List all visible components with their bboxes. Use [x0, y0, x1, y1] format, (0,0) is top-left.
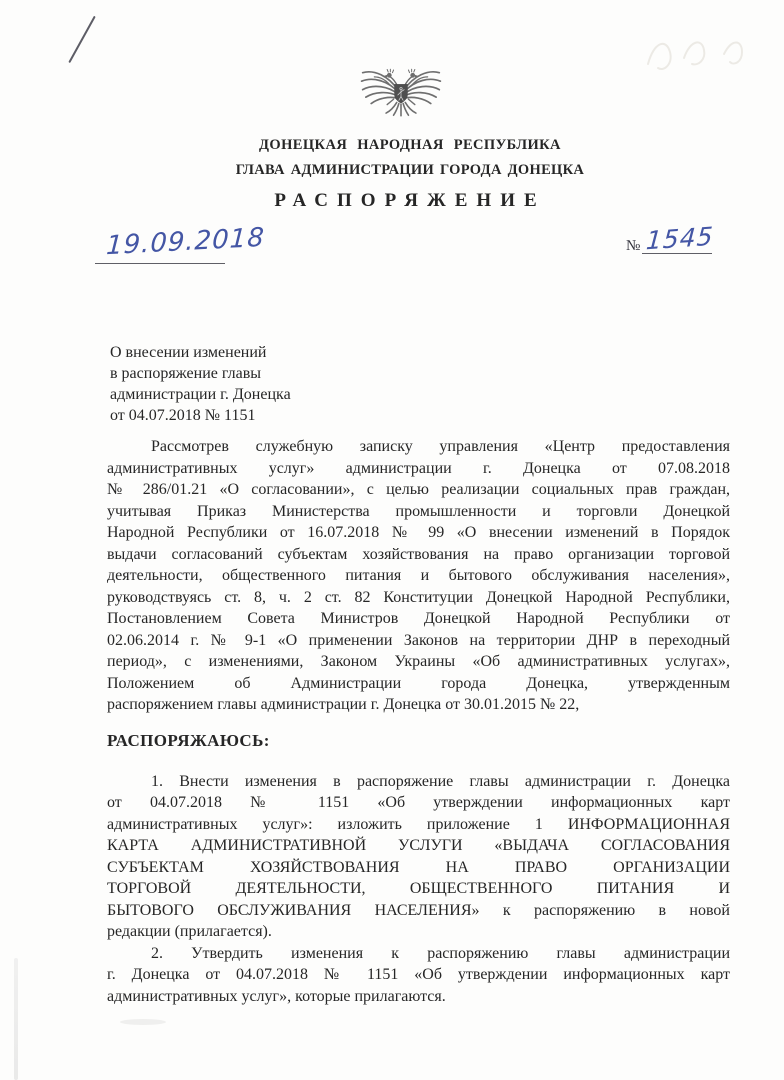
- preamble-line: деятельности, общественного питания и бытового обслуживания населения»,: [107, 567, 730, 584]
- preamble-line: Положением об Администрации города Донецка, утвержденным: [107, 674, 730, 692]
- item-line: ТОРГОВОЙ ДЕЯТЕЛЬНОСТИ, ОБЩЕСТВЕННОГО ПИТАНИЯ И: [107, 880, 730, 897]
- authority-name: ГЛАВА АДМИНИСТРАЦИИ ГОРОДА ДОНЕЦКА: [235, 162, 585, 178]
- document-type-title: РАСПОРЯЖЕНИЕ: [274, 190, 546, 211]
- item-line: от 04.07.2018 № 1151 «Об утверждении информационных карт: [107, 794, 730, 811]
- number-sign: №: [626, 238, 641, 254]
- subject-line: О внесении изменений: [110, 344, 267, 361]
- item-line: БЫТОВОГО ОБСЛУЖИВАНИЯ НАСЕЛЕНИЯ» к распоряжению в новой: [107, 901, 730, 919]
- subject-line: от 04.07.2018 № 1151: [110, 407, 256, 424]
- document-header: [36, 133, 784, 212]
- resolution-item-1: [107, 771, 730, 943]
- preamble: [107, 436, 730, 716]
- subject-line: в распоряжение главы: [110, 365, 261, 382]
- preamble-line: № 286/01.21 «О согласовании», с целью реализации социальных прав граждан,: [107, 481, 730, 498]
- scan-edge-streak: [14, 958, 18, 1080]
- preamble-line: административных услуг» администрации г. Донецка от 07.08.2018: [107, 459, 730, 477]
- scan-smudge: [120, 1019, 166, 1025]
- handwritten-date: 19.09.2018: [105, 222, 266, 262]
- item-line: административных услуг», которые прилагаются.: [107, 987, 446, 1005]
- item-line: 1. Внести изменения в распоряжение главы администрации г. Донецка: [151, 772, 730, 790]
- resolution-item-2: [107, 943, 730, 1008]
- item-line: СУБЪЕКТАМ ХОЗЯЙСТВОВАНИЯ НА ПРАВО ОРГАНИЗАЦИИ: [107, 858, 730, 876]
- preamble-line: распоряжением главы администрации г. Донецка от 30.01.2015 № 22,: [107, 696, 580, 713]
- handwritten-number: 1545: [645, 221, 715, 256]
- preamble-line: Постановлением Совета Министров Донецкой Народной Республики от: [107, 610, 730, 627]
- preamble-line: период», с изменениями, Законом Украины «Об административных услугах»,: [107, 653, 730, 670]
- preamble-line: 02.06.2014 г. № 9-1 «О применении Законов на территории ДНР в переходный: [107, 631, 730, 649]
- number-underline: [642, 253, 712, 254]
- pen-slash-mark: [68, 16, 96, 64]
- date-underline: [95, 263, 225, 264]
- item-line: 2. Утвердить изменения к распоряжению главы администрации: [151, 944, 730, 962]
- subject-line: администрации г. Донецка: [110, 386, 291, 403]
- item-line: административных услуг»: изложить приложение 1 ИНФОРМАЦИОННАЯ: [107, 815, 730, 833]
- faint-pencil-marks: [640, 22, 760, 84]
- preamble-line: выдачи согласований субъектам хозяйствования на право организации торговой: [107, 545, 730, 563]
- item-line: редакции (прилагается).: [107, 923, 272, 940]
- subject-block: [110, 342, 291, 426]
- preamble-line: руководствуясь ст. 8, ч. 2 ст. 82 Конституции Донецкой Народной Республики,: [107, 588, 730, 606]
- preamble-line: учитывая Приказ Министерства промышленности и торговли Донецкой: [107, 502, 730, 520]
- document-body: [107, 436, 730, 1007]
- coat-of-arms-emblem: [358, 62, 444, 128]
- resolve-heading: РАСПОРЯЖАЮСЬ:: [107, 730, 270, 750]
- item-line: г. Донецка от 04.07.2018 № 1151 «Об утверждении информационных карт: [107, 966, 730, 983]
- republic-name: ДОНЕЦКАЯ НАРОДНАЯ РЕСПУБЛИКА: [259, 137, 561, 153]
- preamble-line: Народной Республики от 16.07.2018 № 99 «О внесении изменений в Порядок: [107, 524, 730, 541]
- item-line: КАРТА АДМИНИСТРАТИВНОЙ УСЛУГИ «ВЫДАЧА СОГЛАСОВАНИЯ: [107, 837, 730, 854]
- preamble-line: Рассмотрев служебную записку управления «Центр предоставления: [151, 438, 730, 455]
